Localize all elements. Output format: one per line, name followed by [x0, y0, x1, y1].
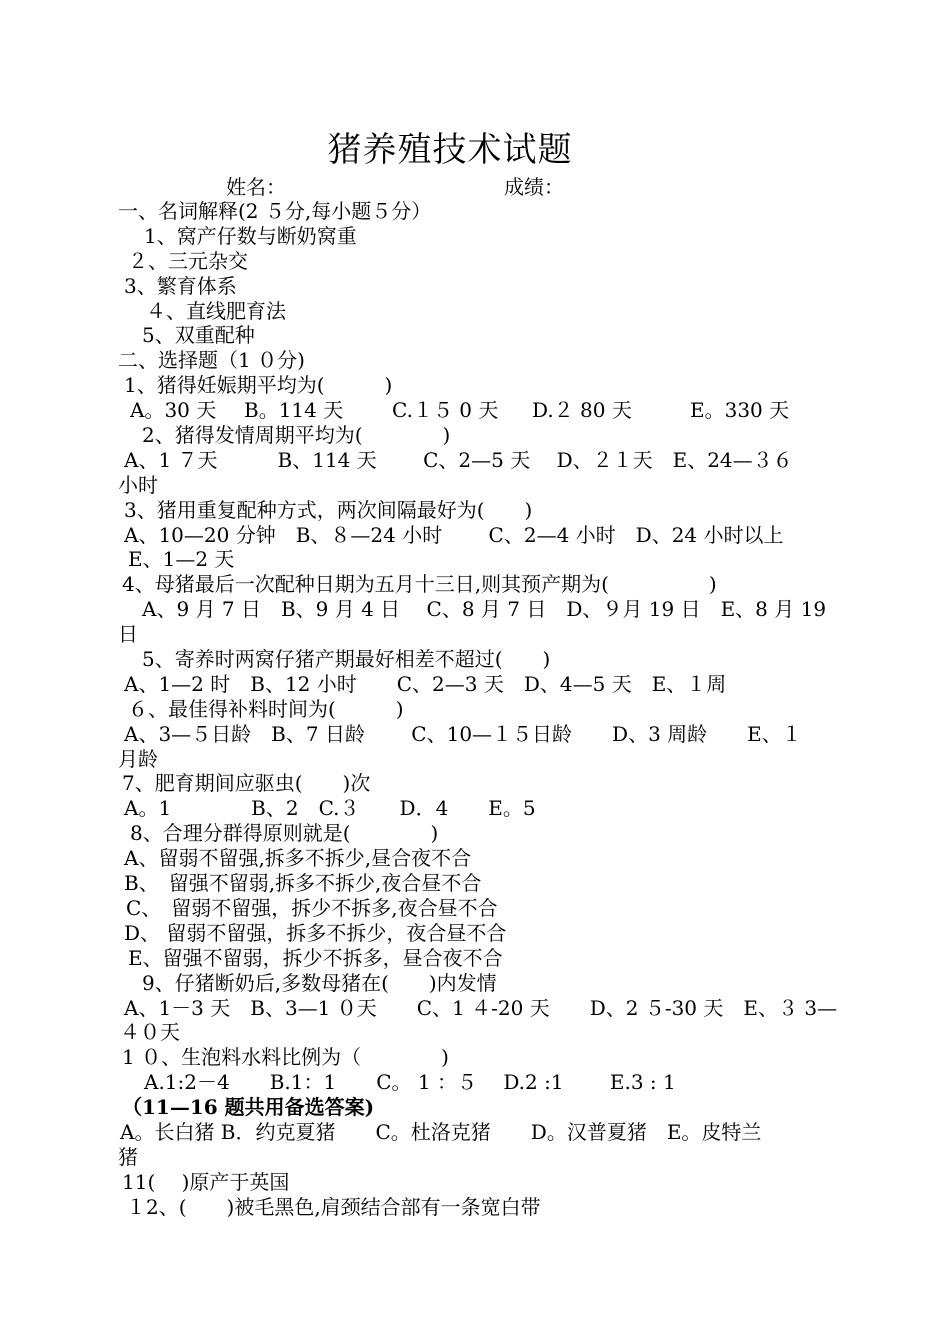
section1-heading: 一、名词解释(2 ５分,每小题５分） [118, 199, 432, 223]
question-options-wrap: 日 [118, 622, 138, 647]
question-stem: 4、母猪最后一次配种日期为五月十三日,则其预产期为( ) [122, 572, 717, 597]
question-options: A、1－3 天 B、3—1 ０天 C、1 ４-20 天 D、2 ５-30 天 E、３ 3— [124, 995, 838, 1020]
question-stem: ６、最佳得补料时间为( ) [128, 696, 404, 721]
question-stem: 7、肥育期间应驱虫( )次 [122, 771, 371, 796]
question-stem: １2、( )被毛黑色,肩颈结合部有一条宽白带 [126, 1194, 541, 1219]
question-options: A。1 B、2 C.３ D．4 E。5 [124, 796, 536, 821]
shared-options-wrap: 猪 [118, 1144, 138, 1169]
question-stem: 3、猪用重复配种方式，两次间隔最好为( ) [124, 497, 533, 522]
question-stem: 8、合理分群得原则就是( ) [130, 821, 439, 846]
option-a: A。30 天 [130, 398, 217, 423]
question-options: A、9 月 7 日 B、9 月 4 日 C、8 月 7 日 D、９月 19 日 E、8 月 19 [142, 597, 827, 622]
question-options: A.1:2－4 B.1：1 C。 1 ：５ D.2 :1 E.3 : 1 [144, 1070, 676, 1095]
question-options-wrap: E、1—2 天 [128, 547, 235, 572]
term-item: 3、繁育体系 [124, 273, 237, 298]
option-d: D.２ 80 天 [532, 398, 632, 423]
question-stem: 2、猪得发情周期平均为( ) [142, 423, 451, 448]
question-options: A、3—５日龄 B、7 日龄 C、10—１５日龄 D、3 周龄 E、１ [124, 721, 802, 746]
option-e: E。330 天 [690, 398, 790, 423]
exam-body [0, 199, 950, 1220]
question-stem: 5、寄养时两窝仔猪产期最好相差不超过( ) [142, 647, 551, 672]
question-stem: 1 ０、生泡料水料比例为（ ) [122, 1045, 449, 1070]
term-item: ２、三元杂交 [128, 248, 248, 273]
question-options-wrap: 小时 [118, 472, 158, 497]
name-label: 姓名： [226, 175, 286, 199]
question-options-wrap: 月龄 [118, 746, 158, 771]
question-options: A、10—20 分钟 B、８—24 小时 C、2—4 小时 D、24 小时以上 [124, 522, 784, 547]
question-options: A、1—2 时 B、12 小时 C、2—3 天 D、4—5 天 E、１周 [124, 671, 727, 696]
option-b: B。114 天 [244, 398, 344, 423]
shared-options: A。长白猪 B．约克夏猪 C。杜洛克猪 D。汉普夏猪 E。皮特兰 [120, 1119, 762, 1144]
term-item: 5、双重配种 [142, 323, 255, 348]
question-options [0, 398, 950, 423]
question-option: E、留强不留弱，拆少不拆多，昼合夜不合 [128, 945, 503, 970]
question-option: B、 留强不留弱,拆多不拆少,夜合昼不合 [124, 871, 482, 896]
question-options: A、1 ７天 B、114 天 C、2—5 天 D、２１天 E、24—３６ [124, 447, 793, 472]
term-item: ４、直线肥育法 [146, 298, 286, 323]
section2-heading: 二、选择题（1 ０分) [118, 348, 305, 373]
page-title: 猪养殖技术试题 [327, 130, 573, 170]
question-option: C、 留弱不留强，拆少不拆多,夜合昼不合 [126, 895, 498, 920]
option-c: C.１５ 0 天 [392, 398, 499, 423]
score-label: 成绩： [504, 175, 564, 199]
shared-answers-heading: （11—16 题共用备选答案) [122, 1095, 375, 1120]
question-stem: 1、猪得妊娠期平均为( ) [124, 373, 393, 398]
question-stem: 11( )原产于英国 [122, 1169, 290, 1194]
term-item: 1、窝产仔数与断奶窝重 [144, 223, 357, 248]
question-stem: 9、仔猪断奶后,多数母猪在( )内发情 [142, 970, 497, 995]
question-options-wrap: ４０天 [120, 1020, 180, 1045]
question-option: D、 留弱不留强，拆多不拆少，夜合昼不合 [124, 920, 507, 945]
question-option: A、留弱不留强,拆多不拆少,昼合夜不合 [124, 846, 472, 871]
